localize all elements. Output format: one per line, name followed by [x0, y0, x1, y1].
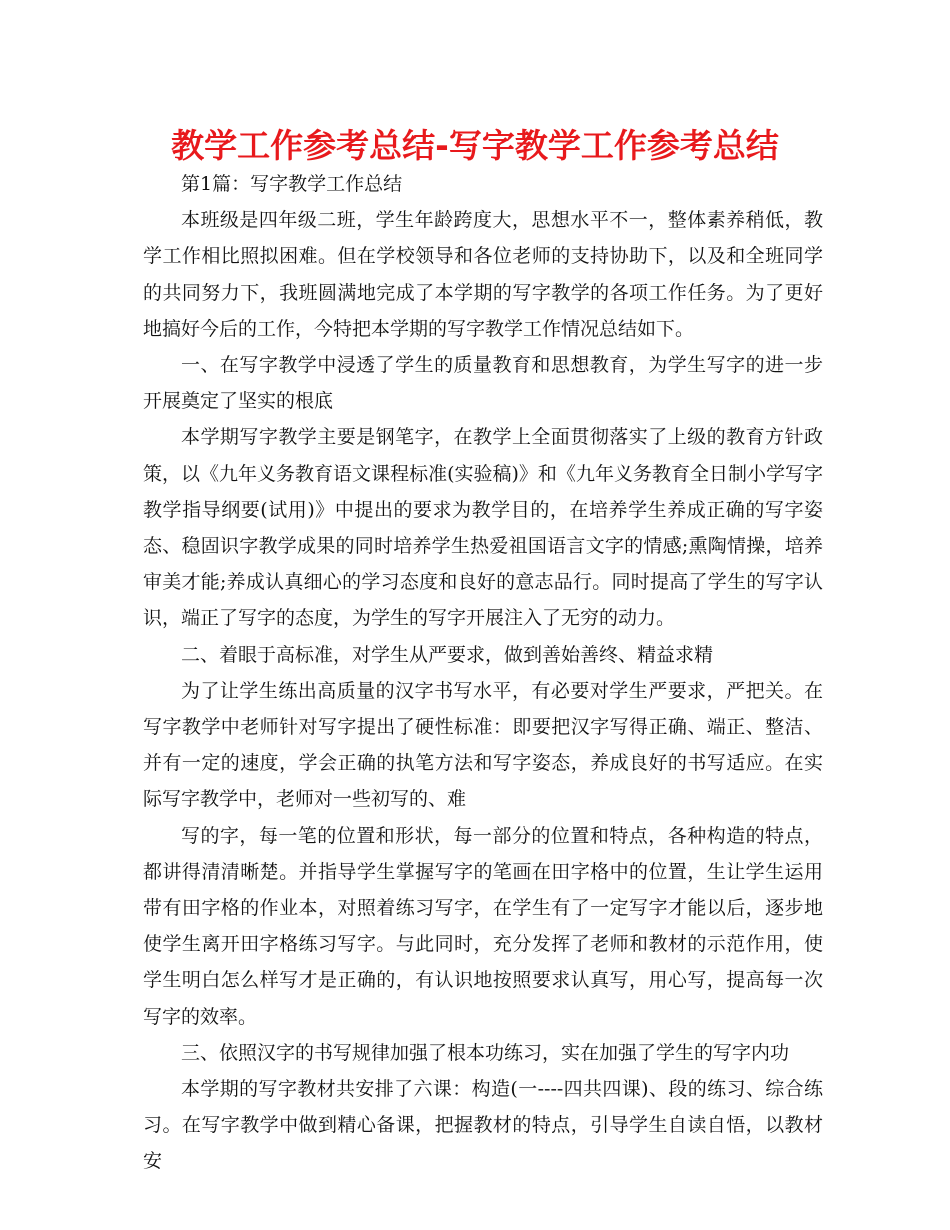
- section-point-heading: 三、依照汉字的书写规律加强了根本功练习，实在加强了学生的写字内功: [181, 1041, 790, 1064]
- paragraph: 本班级是四年级二班，学生年龄跨度大，思想水平不一，整体素养稍低，教学工作相比照拟困难。但在学校领导和各位老师的支持协助下，以及和全班同学的共同努力下，我班圆满地完成了本学期的写字教学的各项工作任务。为了更好地搞好今后的工作，今特把本学期的写字教学工作情况总结如下。: [143, 209, 823, 340]
- document-body: [143, 166, 823, 1180]
- paragraph: 本学期写字教学主要是钢笔字，在教学上全面贯彻落实了上级的教育方针政策，以《九年义务教育语文课程标准(实验稿)》和《九年义务教育全日制小学写字教学指导纲要(试用)》中提出的要求为教学目的，在培养学生养成正确的写字姿态、稳固识字教学成果的同时培养学生热爱祖国语言文字的情感;熏陶情操，培养审美才能;养成认真细心的学习态度和良好的意志品行。同时提高了学生的写字认识，端正了写字的态度，为学生的写字开展注入了无穷的动力。: [143, 426, 823, 630]
- paragraph: 本学期的写字教材共安排了六课：构造(一----四共四课)、段的练习、综合练习。在写字教学中做到精心备课，把握教材的特点，引导学生自读自悟，以教材安: [143, 1078, 823, 1173]
- section-point-heading: 二、着眼于高标准，对学生从严要求，做到善始善终、精益求精: [181, 643, 714, 666]
- paragraph: 为了让学生练出高质量的汉字书写水平，有必要对学生严要求，严把关。在写字教学中老师针对写字提出了硬性标准：即要把汉字写得正确、端正、整洁、并有一定的速度，学会正确的执笔方法和写字姿态，养成良好的书写适应。在实际写字教学中，老师对一些初写的、难: [143, 679, 823, 811]
- document-title: 教学工作参考总结-写字教学工作参考总结: [171, 126, 779, 165]
- section-point-heading: 一、在写字教学中浸透了学生的质量教育和思想教育，为学生写字的进一步开展奠定了坚实的根底: [143, 354, 823, 413]
- paragraph: 写的字，每一笔的位置和形状，每一部分的位置和特点，各种构造的特点，都讲得清清晰楚。并指导学生掌握写字的笔画在田字格中的位置，生让学生运用带有田字格的作业本，对照着练习写字，在学生有了一定写字才能以后，逐步地使学生离开田字格练习写字。与此同时，充分发挥了老师和教材的示范作用，使学生明白怎么样写才是正确的，有认识地按照要求认真写，用心写，提高每一次写字的效率。: [143, 824, 823, 1028]
- section-heading: 第1篇：写字教学工作总结: [181, 173, 403, 195]
